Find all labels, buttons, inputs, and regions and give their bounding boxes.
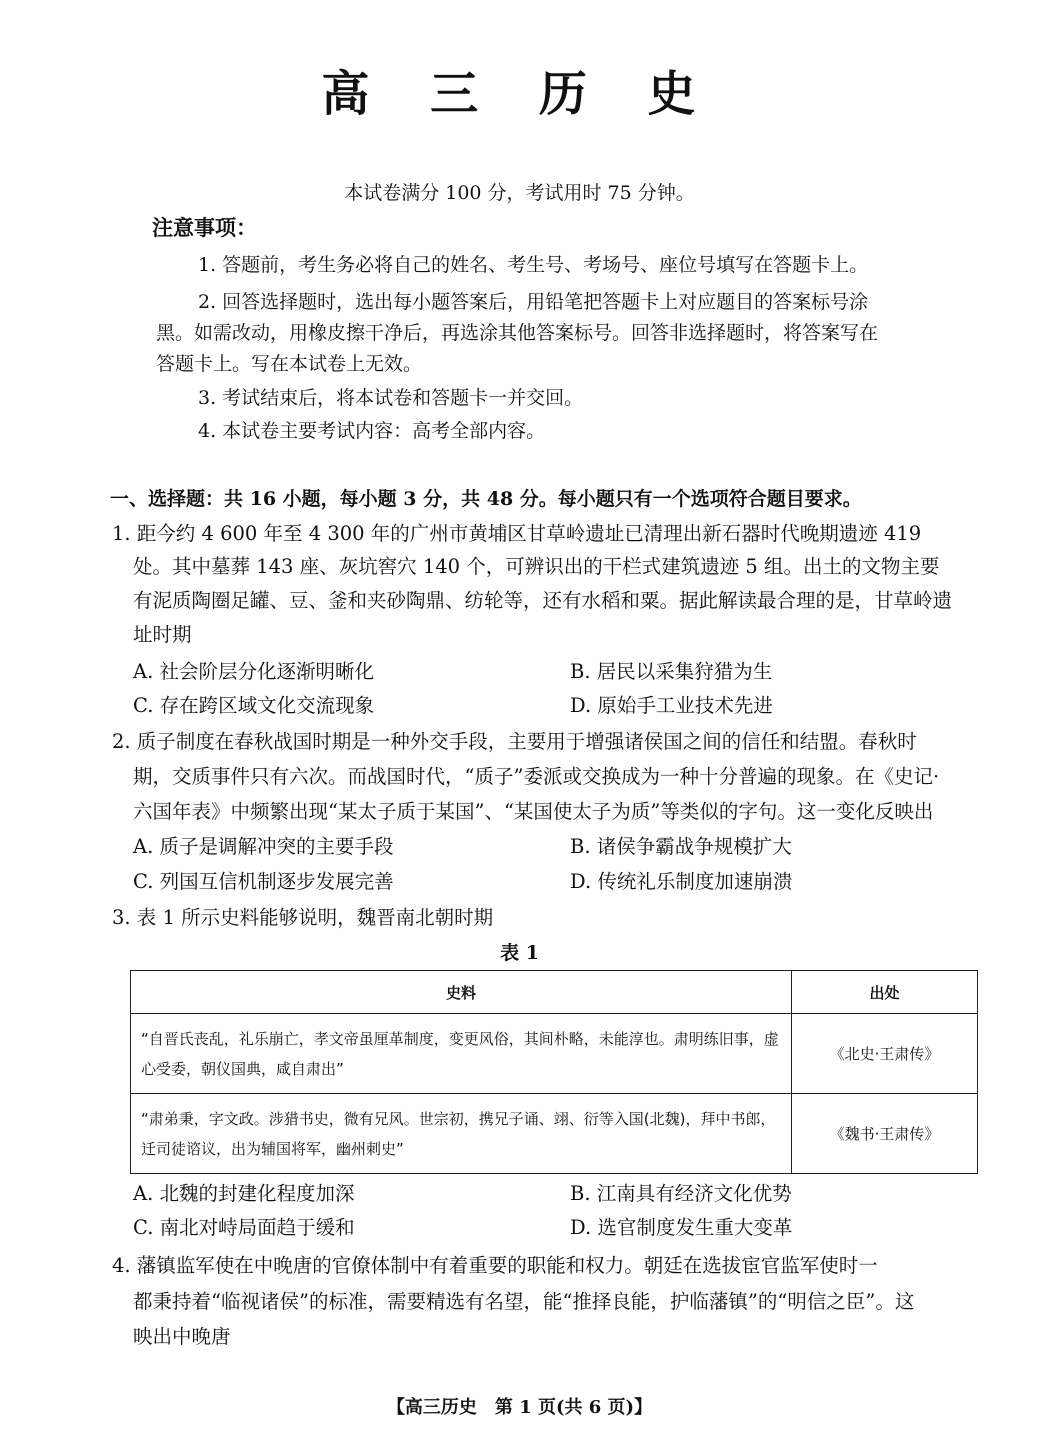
question-1-line: 处。其中墓葬 143 座、灰坑窖穴 140 个，可辨识出的干栏式建筑遗迹 5 组。出土的文物主要 [133, 555, 940, 578]
table-header-origin: 出处 [792, 971, 978, 1014]
notice-item: 1. 答题前，考生务必将自己的姓名、考生号、考场号、座位号填写在答题卡上。 [198, 254, 869, 276]
table-cell-source: “肃弟秉，字文政。涉猎书史，微有兄风。世宗初，携兄子诵、翊、衍等入国(北魏)，拜中书郎，迁司徒谘议，出为辅国将军，幽州刺史” [131, 1094, 792, 1174]
page-footer: 【高三历史 第 1 页(共 6 页)】 [386, 1397, 653, 1418]
table-row [131, 1094, 978, 1174]
question-4-line: 都秉持着“临视诸侯”的标准，需要精选有名望，能“推择良能，护临藩镇”的“明信之臣”。这 [133, 1290, 915, 1313]
notice-item: 黑。如需改动，用橡皮擦干净后，再选涂其他答案标号。回答非选择题时，将答案写在 [156, 322, 879, 344]
question-1-line: 有泥质陶圈足罐、豆、釜和夹砂陶鼎、纺轮等，还有水稻和粟。据此解读最合理的是，甘草岭遗 [133, 589, 953, 612]
q3-option-a: A. 北魏的封建化程度加深 [133, 1182, 355, 1205]
page-title: 高 三 历 史 [321, 66, 718, 122]
section-title: 一、选择题：共 16 小题，每小题 3 分，共 48 分。每小题只有一个选项符合题目要求。 [110, 488, 862, 510]
table-header-source: 史料 [131, 971, 792, 1014]
q1-option-d: D. 原始手工业技术先进 [570, 694, 773, 717]
table-cell-origin: 《北史·王肃传》 [792, 1014, 978, 1094]
table-cell-source: “自晋氏丧乱，礼乐崩亡，孝文帝虽厘革制度，变更风俗，其间朴略，未能淳也。肃明练旧事，虚心受委，朝仪国典，咸自肃出” [131, 1014, 792, 1094]
q1-option-a: A. 社会阶层分化逐渐明晰化 [133, 660, 374, 683]
table-caption: 表 1 [500, 942, 539, 964]
question-4-line: 4. 藩镇监军使在中晚唐的官僚体制中有着重要的职能和权力。朝廷在选拔宦官监军使时一 [112, 1254, 878, 1277]
exam-info: 本试卷满分 100 分，考试用时 75 分钟。 [344, 182, 695, 204]
q1-option-c: C. 存在跨区域文化交流现象 [133, 694, 375, 717]
source-table [130, 970, 978, 1174]
question-1-line: 址时期 [133, 623, 192, 646]
q2-option-a: A. 质子是调解冲突的主要手段 [133, 835, 394, 858]
notice-item: 2. 回答选择题时，选出每小题答案后，用铅笔把答题卡上对应题目的答案标号涂 [198, 291, 869, 313]
question-2-line: 六国年表》中频繁出现“某太子质于某国”、“某国使太子为质”等类似的字句。这一变化反映出 [133, 800, 934, 823]
q3-option-d: D. 选官制度发生重大变革 [570, 1216, 793, 1239]
q2-option-c: C. 列国互信机制逐步发展完善 [133, 870, 394, 893]
q1-option-b: B. 居民以采集狩猎为生 [570, 660, 773, 683]
q3-option-c: C. 南北对峙局面趋于缓和 [133, 1216, 355, 1239]
notice-heading: 注意事项： [152, 215, 257, 240]
question-1-line: 1. 距今约 4 600 年至 4 300 年的广州市黄埔区甘草岭遗址已清理出新石器时代晚期遗迹 419 [112, 522, 922, 545]
table-cell-origin: 《魏书·王肃传》 [792, 1094, 978, 1174]
question-4-line: 映出中晚唐 [133, 1325, 231, 1348]
q2-option-b: B. 诸侯争霸战争规模扩大 [570, 835, 792, 858]
notice-item: 3. 考试结束后，将本试卷和答题卡一并交回。 [198, 387, 584, 409]
q2-option-d: D. 传统礼乐制度加速崩溃 [570, 870, 793, 893]
question-2-line: 期，交质事件只有六次。而战国时代，“质子”委派或交换成为一种十分普遍的现象。在《史记· [133, 765, 940, 788]
table-row [131, 1014, 978, 1094]
notice-item: 答题卡上。写在本试卷上无效。 [156, 353, 423, 375]
notice-item: 4. 本试卷主要考试内容：高考全部内容。 [198, 420, 546, 442]
question-2-line: 2. 质子制度在春秋战国时期是一种外交手段，主要用于增强诸侯国之间的信任和结盟。春秋时 [112, 730, 917, 753]
q3-option-b: B. 江南具有经济文化优势 [570, 1182, 792, 1205]
question-3-line: 3. 表 1 所示史料能够说明，魏晋南北朝时期 [112, 906, 494, 929]
